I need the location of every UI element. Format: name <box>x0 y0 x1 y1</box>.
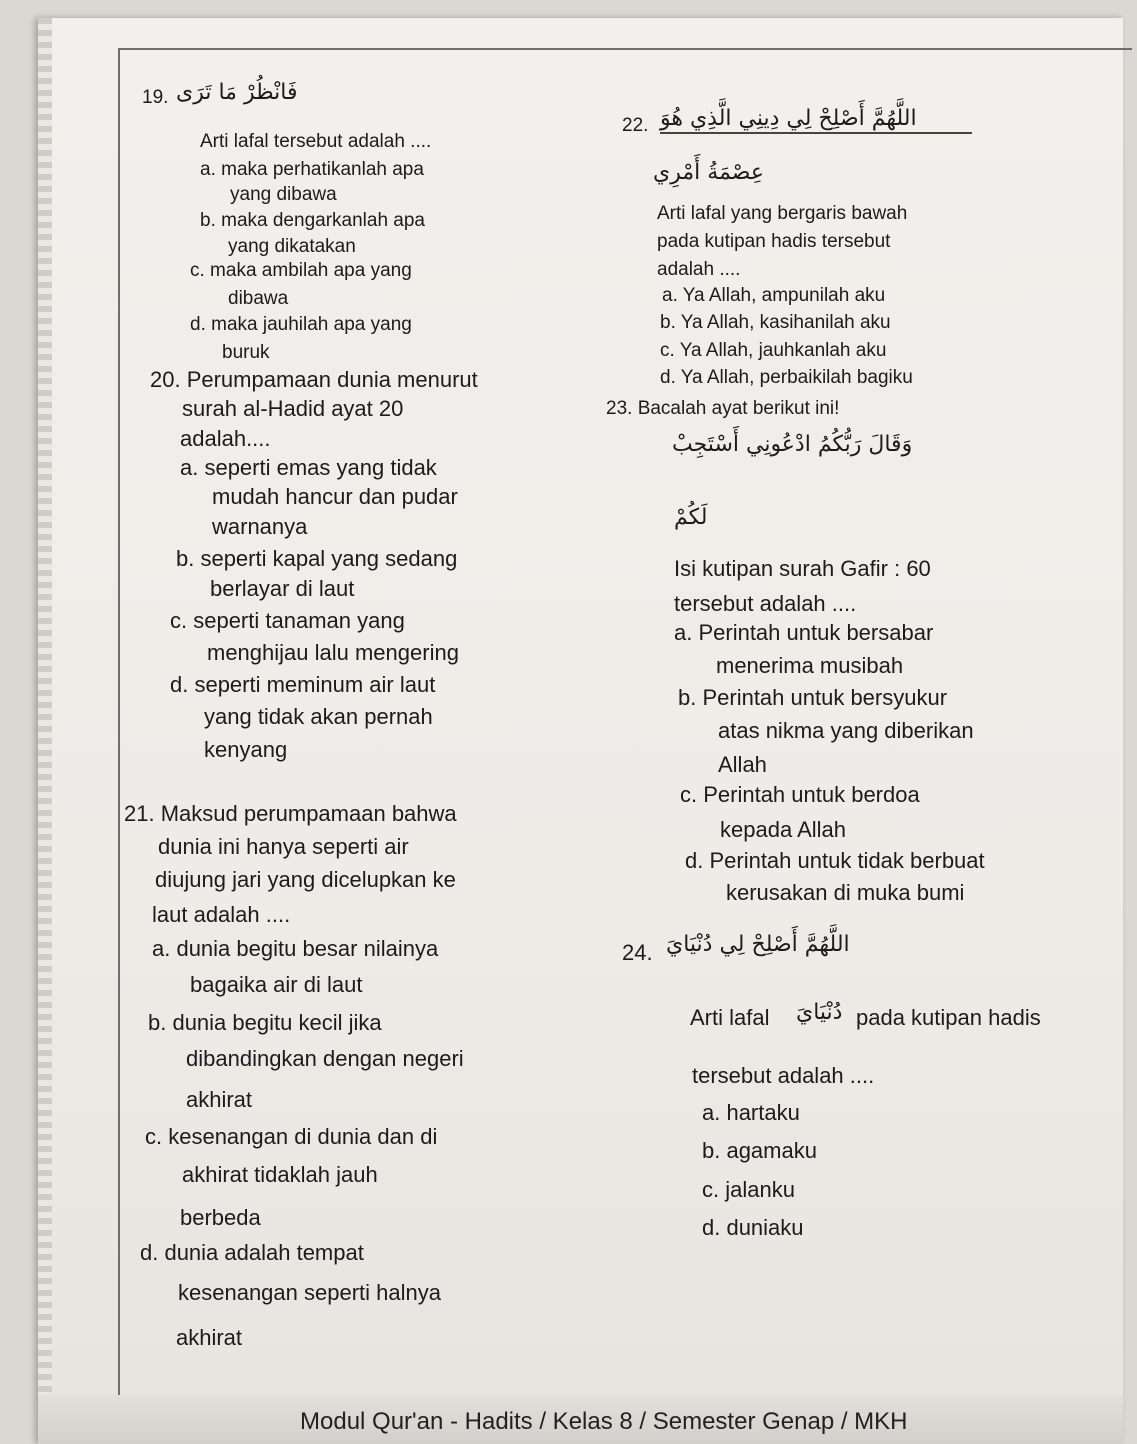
q22-number: 22. <box>622 115 649 136</box>
q23-option-a: a. Perintah untuk bersabar <box>674 620 934 645</box>
q23-option-c-cont: kepada Allah <box>720 817 846 842</box>
q19-option-a: a. maka perhatikanlah apa <box>200 159 424 180</box>
q19-option-c-cont: dibawa <box>228 288 289 309</box>
page-binding-edge <box>38 18 52 1444</box>
q22-arabic: اللَّهُمَّ أَصْلِحْ لِي دِينِي الَّذِي هُوَ <box>660 106 972 134</box>
q20-option-b-cont: berlayar di laut <box>210 576 355 601</box>
q21-option-b: b. dunia begitu kecil jika <box>148 1010 382 1035</box>
q22-stem-line3: adalah .... <box>657 259 741 280</box>
q23-option-d-cont: kerusakan di muka bumi <box>726 880 965 905</box>
q23-arabic-cont: لَكُمْ <box>674 505 708 530</box>
q20-stem-line1: 20. Perumpamaan dunia menurut <box>150 367 478 392</box>
q21-stem-line4: laut adalah .... <box>152 902 291 927</box>
q20-option-d-cont1: yang tidak akan pernah <box>204 704 433 729</box>
q24-stem-line2: tersebut adalah .... <box>692 1063 875 1088</box>
q24-arabic: اللَّهُمَّ أَصْلِحْ لِي دُنْيَايَ <box>666 932 850 957</box>
q22-stem-line1: Arti lafal yang bergaris bawah <box>657 203 908 224</box>
q20-option-a-cont1: mudah hancur dan pudar <box>212 484 458 509</box>
q24-stem-arabic: دُنْيَايَ <box>796 1000 843 1025</box>
q22-stem-line2: pada kutipan hadis tersebut <box>657 231 891 252</box>
q21-option-c: c. kesenangan di dunia dan di <box>145 1124 438 1149</box>
q19-option-c: c. maka ambilah apa yang <box>190 260 412 281</box>
q23-stem-line3: tersebut adalah .... <box>674 591 857 616</box>
q19-number: 19. <box>142 87 169 108</box>
q22-option-c: c. Ya Allah, jauhkanlah aku <box>660 340 887 361</box>
q21-option-d-cont1: kesenangan seperti halnya <box>178 1280 441 1305</box>
q19-option-a-cont: yang dibawa <box>230 184 337 205</box>
q21-option-b-cont2: akhirat <box>186 1087 253 1112</box>
q21-option-d-cont2: akhirat <box>176 1325 243 1350</box>
q23-option-b-cont2: Allah <box>718 752 767 777</box>
q24-option-c: c. jalanku <box>702 1177 795 1202</box>
q21-option-c-cont1: akhirat tidaklah jauh <box>182 1162 378 1187</box>
q20-option-c-cont: menghijau lalu mengering <box>207 640 459 665</box>
q20-stem-line2: surah al-Hadid ayat 20 <box>182 396 404 421</box>
q20-option-d: d. seperti meminum air laut <box>170 672 436 697</box>
q19-option-b-cont: yang dikatakan <box>228 236 356 257</box>
q23-option-b: b. Perintah untuk bersyukur <box>678 685 948 710</box>
q23-option-c: c. Perintah untuk berdoa <box>680 782 920 807</box>
q20-option-a: a. seperti emas yang tidak <box>180 455 437 480</box>
q21-stem-line3: diujung jari yang dicelupkan ke <box>155 867 456 892</box>
q23-option-a-cont: menerima musibah <box>716 653 904 678</box>
q19-stem: Arti lafal tersebut adalah .... <box>200 131 432 152</box>
page-footer: Modul Qur'an - Hadits / Kelas 8 / Semester Genap / MKH <box>300 1408 908 1435</box>
q19-option-b: b. maka dengarkanlah apa <box>200 210 425 231</box>
q23-stem-line2: Isi kutipan surah Gafir : 60 <box>674 556 931 581</box>
q23-stem-line1: 23. Bacalah ayat berikut ini! <box>606 398 840 419</box>
q24-stem-line1a: Arti lafal <box>690 1005 770 1030</box>
q23-option-d: d. Perintah untuk tidak berbuat <box>685 848 985 873</box>
q22-option-a: a. Ya Allah, ampunilah aku <box>662 285 886 306</box>
q24-number: 24. <box>622 940 653 965</box>
q19-arabic: فَانْظُرْ مَا تَرَى <box>176 80 298 105</box>
q20-option-a-cont2: warnanya <box>212 514 308 539</box>
q24-option-d: d. duniaku <box>702 1215 804 1240</box>
q21-option-c-cont2: berbeda <box>180 1205 261 1230</box>
q23-arabic: وَقَالَ رَبُّكُمُ ادْعُونِي أَسْتَجِبْ <box>672 432 913 457</box>
q22-option-d: d. Ya Allah, perbaikilah bagiku <box>660 367 913 388</box>
q19-option-d: d. maka jauhilah apa yang <box>190 314 412 335</box>
q23-option-b-cont1: atas nikma yang diberikan <box>718 718 974 743</box>
q20-option-d-cont2: kenyang <box>204 737 288 762</box>
q20-stem-line3: adalah.... <box>180 426 271 451</box>
q21-stem-line1: 21. Maksud perumpamaan bahwa <box>124 801 457 826</box>
q21-option-a-cont: bagaika air di laut <box>190 972 363 997</box>
q21-option-d: d. dunia adalah tempat <box>140 1240 364 1265</box>
q20-option-b: b. seperti kapal yang sedang <box>176 546 458 571</box>
q21-stem-line2: dunia ini hanya seperti air <box>158 834 409 859</box>
q22-option-b: b. Ya Allah, kasihanilah aku <box>660 312 891 333</box>
q24-stem-line1b: pada kutipan hadis <box>856 1005 1041 1030</box>
q21-option-a: a. dunia begitu besar nilainya <box>152 936 439 961</box>
q24-option-b: b. agamaku <box>702 1138 817 1163</box>
q22-arabic-cont: عِصْمَةُ أَمْرِي <box>653 160 764 185</box>
q19-option-d-cont: buruk <box>222 342 270 363</box>
q21-option-b-cont1: dibandingkan dengan negeri <box>186 1046 464 1071</box>
q20-option-c: c. seperti tanaman yang <box>170 608 405 633</box>
q24-option-a: a. hartaku <box>702 1100 800 1125</box>
